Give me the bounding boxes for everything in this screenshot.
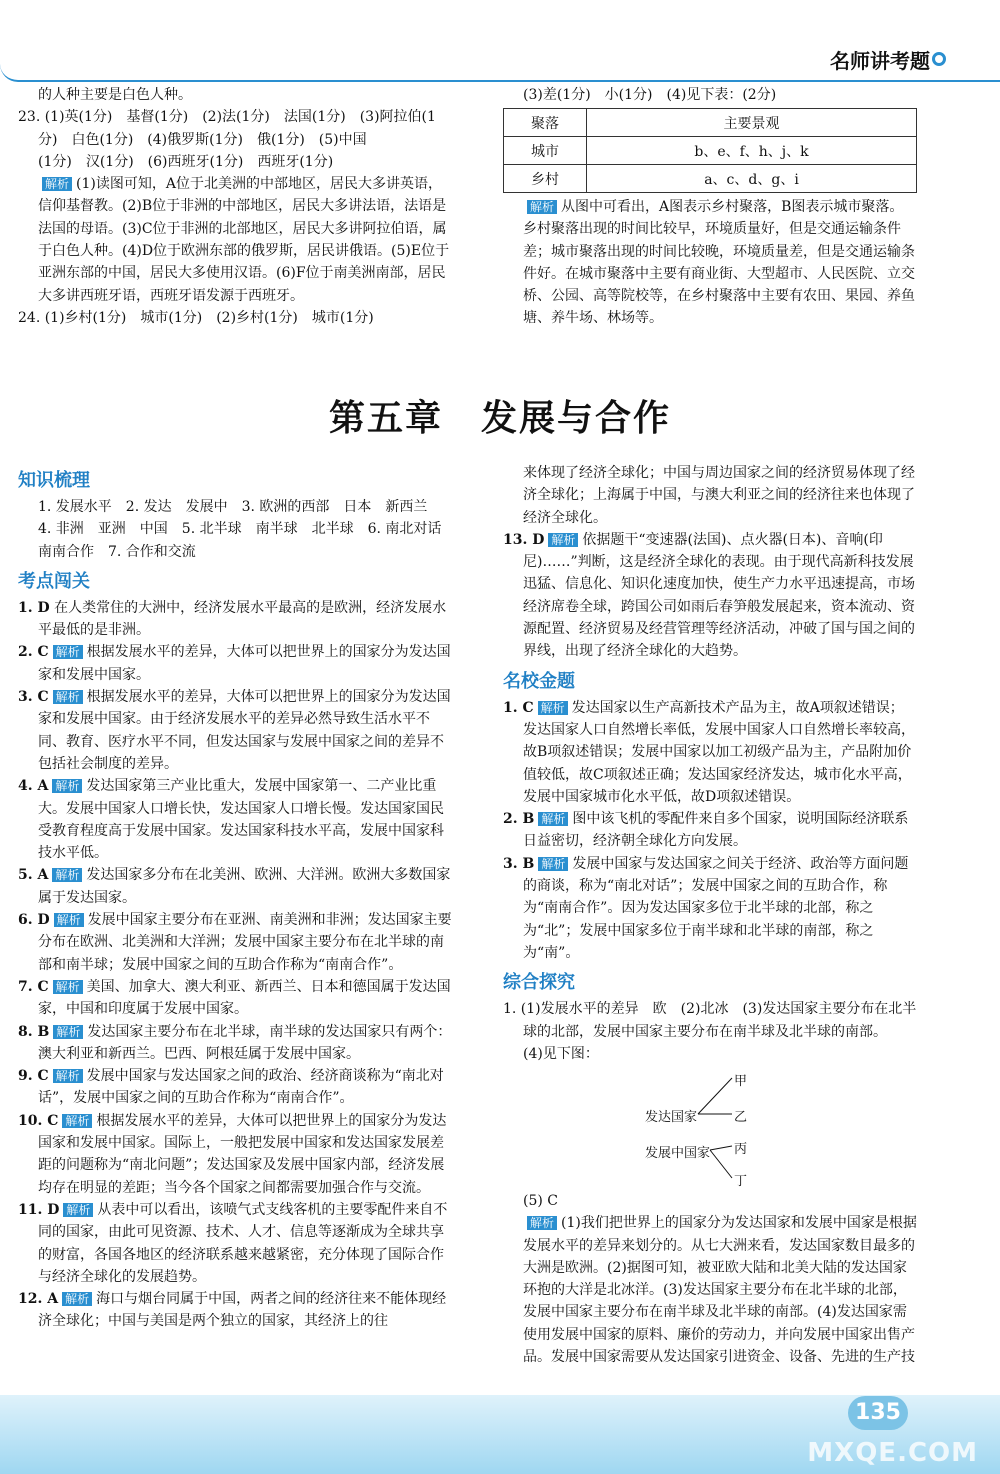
right-column bbox=[503, 462, 917, 1065]
list-item bbox=[18, 1021, 453, 1066]
analysis-tag: 解析 bbox=[54, 913, 84, 927]
item-text: 发展中国家主要分布在亚洲、南美洲和非洲；发达国家主要分布在欧洲、北美洲和大洋洲；发展中国家主要分布在北半球的南部和南半球；发展中国家之间的互助合作称为“南南合作”。 bbox=[38, 912, 452, 973]
list-item: (5) C bbox=[523, 1193, 558, 1209]
analysis-tag: 解析 bbox=[53, 1025, 83, 1039]
item-number: 8. B bbox=[18, 1023, 50, 1040]
item-text: 发达国家第三产业比重大，发展中国家第一、二产业比重大。发展中国家人口增长快，发达国家人口增长慢。发达国家国民受教育程度高于发展中国家。发达国家科技水平高，发展中国家科技水平低。 bbox=[38, 778, 444, 862]
header-title: 名师讲考题 bbox=[830, 49, 930, 73]
item-number: 5. A bbox=[18, 867, 49, 884]
page-number: 135 bbox=[848, 1396, 908, 1430]
section-title: 名校金题 bbox=[503, 670, 575, 692]
item-text: 根据发展水平的差异，大体可以把世界上的国家分为发达国家和发展中国家。国际上，一般把发展中国家和发达国家发展差距的问题称为“南北问题”；发达国家及发展中国家内部，经济发展均存在明显的差距；当今各个国家之间都需要加强合作与交流。 bbox=[38, 1112, 447, 1196]
answer-23: 23. (1)英(1分) 基督(1分) (2)法(1分) 法国(1分) (3)阿拉伯(1分) 白色(1分) (4)俄罗斯(1分) 俄(1分) (5)中国 bbox=[18, 109, 436, 148]
item-text: 发展中国家与发达国家之间的政治、经济商谈称为“南北对话”，发展中国家之间的互助合作称为“南南合作”。 bbox=[38, 1068, 444, 1107]
table-row bbox=[504, 165, 917, 193]
item-text: 依据题干“变速器(法国)、点火器(日本)、音响(印尼)……”判断，这是经济全球化的表现。由于现代高新科技发展迅猛、信息化、知识化速度加快，使生产力水平迅速提高，市场经济席卷全球，跨国公司如雨后春笋般发展起来，资本流动、资源配置、经济贸易及经营管理等经济活动，冲破了国与国之间的界线，出现了经济全球化的大趋势。 bbox=[523, 531, 915, 660]
analysis-tag: 解析 bbox=[52, 868, 82, 882]
item-text: 发达国家多分布在北美洲、欧洲、大洋洲。欧洲大多数国家属于发达国家。 bbox=[38, 867, 451, 906]
list-item: 4. 非洲 亚洲 中国 5. 北半球 南半球 北半球 6. 南北对话 南南合作 7. 合作和交流 bbox=[38, 521, 456, 560]
item-text: 从表中可以看出，该喷气式支线客机的主要零配件来自不同的国家，由此可见资源、技术、人才、信息等逐渐成为全球共享的财富，各国各地区的经济联系越来越紧密，充分体现了国际合作与经济全球化的发展趋势。 bbox=[38, 1201, 448, 1285]
diagram-label-ding: 丁 bbox=[734, 1174, 748, 1189]
analysis-tag: 解析 bbox=[53, 690, 83, 704]
analysis-text: (1)读图可知，A位于北美洲的中部地区，居民大多讲英语，信仰基督教。(2)B位于非洲的中部地区，居民大多讲法语，法语是法国的母语。(3)C位于非洲的北部地区，居民大多讲阿拉伯语，属于白色人种。(4)D位于欧洲东部的俄罗斯，居民讲俄语。(5)E位于亚洲东部的中国，居民大多使用汉语。(6)F位于南美洲南部，居民大多讲西班牙语，西班牙语发源于西班牙。 bbox=[38, 176, 450, 304]
analysis-final bbox=[503, 1212, 917, 1368]
item-text: 发展中国家与发达国家之间关于经济、政治等方面问题的商谈，称为“南北对话”；发展中国家之间的互助合作，称为“南南合作”。因为发达国家多位于北半球的北部，称之为“北”；发展中国家多位于南半球和北半球的南部，称之为“南”。 bbox=[523, 855, 909, 961]
item-number: 2. C bbox=[18, 644, 49, 661]
table-header-row bbox=[504, 109, 917, 137]
item-number: 13. D bbox=[503, 531, 545, 548]
item-number: 2. B bbox=[503, 811, 535, 828]
top-right-answers bbox=[503, 84, 917, 106]
item-text: 在人类常住的大洲中，经济发展水平最高的是欧洲，经济发展水平最低的是非洲。 bbox=[38, 599, 447, 639]
list-item: 1. 发展水平 2. 发达 发展中 3. 欧洲的西部 日本 新西兰 bbox=[38, 499, 428, 515]
item-number: 1. C bbox=[503, 699, 534, 716]
landscape-table bbox=[503, 108, 917, 193]
analysis-tag: 解析 bbox=[548, 533, 578, 547]
item-number: 12. A bbox=[18, 1291, 59, 1308]
diagram-label-yi: 乙 bbox=[734, 1110, 748, 1125]
table-row bbox=[504, 137, 917, 165]
table-header: 聚落 bbox=[504, 109, 587, 137]
answer-line: (1分) 汉(1分) (6)西班牙(1分) 西班牙(1分) bbox=[38, 153, 334, 170]
analysis-24 bbox=[503, 196, 917, 330]
analysis-text: (1)我们把世界上的国家分为发达国家和发展中国家是根据发展水平的差异来划分的。从七大洲来看，发达国家数目最多的大洲是欧洲。(2)据图可知，被亚欧大陆和北美大陆的发达国家环抱的大洋是北冰洋。(3)发达国家主要分布在北半球的北部，发展中国家主要分布在南半球及北半球的南部。(4)发达国家需使用发展中国家的原料、廉价的劳动力，并向发展中国家出售产品。发展中国家需要从发达国家引进资金、设备、先进的生产技 bbox=[523, 1215, 917, 1366]
item-text: 图中该飞机的零配件来自多个国家，说明国际经济联系日益密切，经济朝全球化方向发展。 bbox=[523, 811, 909, 850]
list-item bbox=[503, 529, 917, 663]
chapter-title: 第五章 发展与合作 bbox=[328, 398, 671, 439]
list-item bbox=[18, 909, 453, 976]
header-dot-icon bbox=[932, 52, 946, 66]
section-title: 考点闯关 bbox=[18, 570, 90, 592]
top-right-analysis bbox=[503, 196, 917, 330]
analysis-23 bbox=[18, 173, 453, 307]
list-item bbox=[18, 686, 453, 775]
left-column bbox=[18, 462, 456, 1333]
list-item: (4)见下图： bbox=[523, 1045, 599, 1062]
analysis-tag: 解析 bbox=[42, 177, 72, 191]
item-text: 发达国家以生产高新技术产品为主，故A项叙述错误；发达国家人口自然增长率低，发展中国家人口自然增长率较高，故B项叙述错误；发展中国家以加工初级产品为主，产品附加价值较低，故C项叙述正确；发达国家经济发达，城市化水平高，发展中国家城市化水平低，故D项叙述错误。 bbox=[523, 699, 915, 805]
section-title: 综合探究 bbox=[503, 972, 575, 994]
item-text: 根据发展水平的差异，大体可以把世界上的国家分为发达国家和发展中国家。由于经济发展水平的差异必然导致生活水平不同、教育、医疗水平不同，但发达国家与发展中国家之间的差异不包括社会制度的差异。 bbox=[38, 689, 451, 772]
item-number: 7. C bbox=[18, 978, 49, 995]
list-item bbox=[18, 1288, 453, 1333]
list-item: 1. (1)发展水平的差异 欧 (2)北冰 (3)发达国家主要分布在北半球的北部，发展中国家主要分布在南半球及北半球的南部。 bbox=[503, 1001, 917, 1040]
list-item bbox=[503, 697, 917, 808]
item-number: 3. C bbox=[18, 689, 49, 706]
analysis-tag: 解析 bbox=[538, 857, 568, 871]
analysis-tag: 解析 bbox=[527, 200, 557, 214]
table-cell: 城市 bbox=[504, 137, 587, 165]
table-cell: 乡村 bbox=[504, 165, 587, 193]
list-item bbox=[18, 597, 453, 642]
analysis-tag: 解析 bbox=[53, 645, 83, 659]
answer-line: 的人种主要是白色人种。 bbox=[38, 87, 192, 103]
list-item bbox=[18, 1199, 453, 1288]
list-item bbox=[18, 1110, 453, 1199]
analysis-tag: 解析 bbox=[62, 1114, 92, 1128]
item-number: 10. C bbox=[18, 1112, 59, 1129]
section-title: 知识梳理 bbox=[18, 470, 90, 491]
analysis-tag: 解析 bbox=[538, 812, 568, 826]
list-item bbox=[18, 641, 453, 686]
analysis-text: 从图中可看出，A图表示乡村聚落，B图表示城市聚落。乡村聚落出现的时间比较早，环境质量好，但是交通运输条件差；城市聚落出现的时间比较晚，环境质量差，但是交通运输条件好。在城市聚落中主要有商业街、大型超市、人民医院、立交桥、公园、高等院校等，在乡村聚落中主要有农田、果园、养鱼塘、养牛场、林场等。 bbox=[523, 199, 915, 327]
diagram-label-bing: 丙 bbox=[734, 1142, 748, 1157]
analysis-tag: 解析 bbox=[53, 980, 83, 994]
watermark: MXQE.COM bbox=[807, 1438, 978, 1468]
analysis-tag: 解析 bbox=[53, 1069, 83, 1083]
item-number: 6. D bbox=[18, 912, 50, 929]
item-text: 发达国家主要分布在北半球，南半球的发达国家只有两个：澳大利亚和新西兰。巴西、阿根廷属于发展中国家。 bbox=[38, 1023, 452, 1062]
analysis-tag: 解析 bbox=[63, 1203, 93, 1217]
table-header: 主要景观 bbox=[587, 109, 917, 137]
diagram-label-developing: 发展中国家 bbox=[645, 1146, 711, 1161]
answer-line: (3)差(1分) 小(1分) (4)见下表：(2分) bbox=[523, 87, 777, 103]
item-text: 美国、加拿大、澳大利亚、新西兰、日本和德国属于发达国家，中国和印度属于发展中国家。 bbox=[38, 978, 451, 1018]
item-number: 1. D bbox=[18, 599, 50, 616]
analysis-tag: 解析 bbox=[62, 1292, 92, 1306]
list-item bbox=[18, 976, 453, 1021]
list-item bbox=[18, 775, 453, 864]
item-text: 海口与烟台同属于中国，两者之间的经济往来不能体现经济全球化；中国与美国是两个独立的国家，其经济上的往 bbox=[38, 1291, 447, 1330]
list-item bbox=[503, 853, 917, 964]
item-number: 4. A bbox=[18, 778, 49, 795]
item-number: 9. C bbox=[18, 1068, 49, 1085]
analysis-tag: 解析 bbox=[527, 1216, 557, 1230]
top-left-answers bbox=[18, 84, 453, 329]
analysis-tag: 解析 bbox=[52, 779, 82, 793]
table-cell: b、e、f、h、j、k bbox=[587, 137, 917, 165]
answer-24: 24. (1)乡村(1分) 城市(1分) (2)乡村(1分) 城市(1分) bbox=[18, 309, 374, 326]
right-column-bottom bbox=[503, 1190, 917, 1368]
diagram-label-developed: 发达国家 bbox=[645, 1110, 698, 1125]
list-item bbox=[503, 808, 917, 853]
list-item bbox=[18, 864, 453, 909]
list-item bbox=[18, 1065, 453, 1110]
analysis-tag: 解析 bbox=[538, 701, 568, 715]
item-text: 根据发展水平的差异，大体可以把世界上的国家分为发达国家和发展中国家。 bbox=[38, 644, 451, 683]
relationship-diagram bbox=[640, 1070, 760, 1190]
item-number: 3. B bbox=[503, 855, 535, 872]
table-cell: a、c、d、g、i bbox=[587, 165, 917, 193]
list-item: 来体现了经济全球化；中国与周边国家之间的经济贸易体现了经济全球化；上海属于中国，与澳大利亚之间的经济往来也体现了经济全球化。 bbox=[523, 465, 915, 526]
diagram-label-jia: 甲 bbox=[734, 1074, 748, 1089]
item-number: 11. D bbox=[18, 1201, 60, 1218]
